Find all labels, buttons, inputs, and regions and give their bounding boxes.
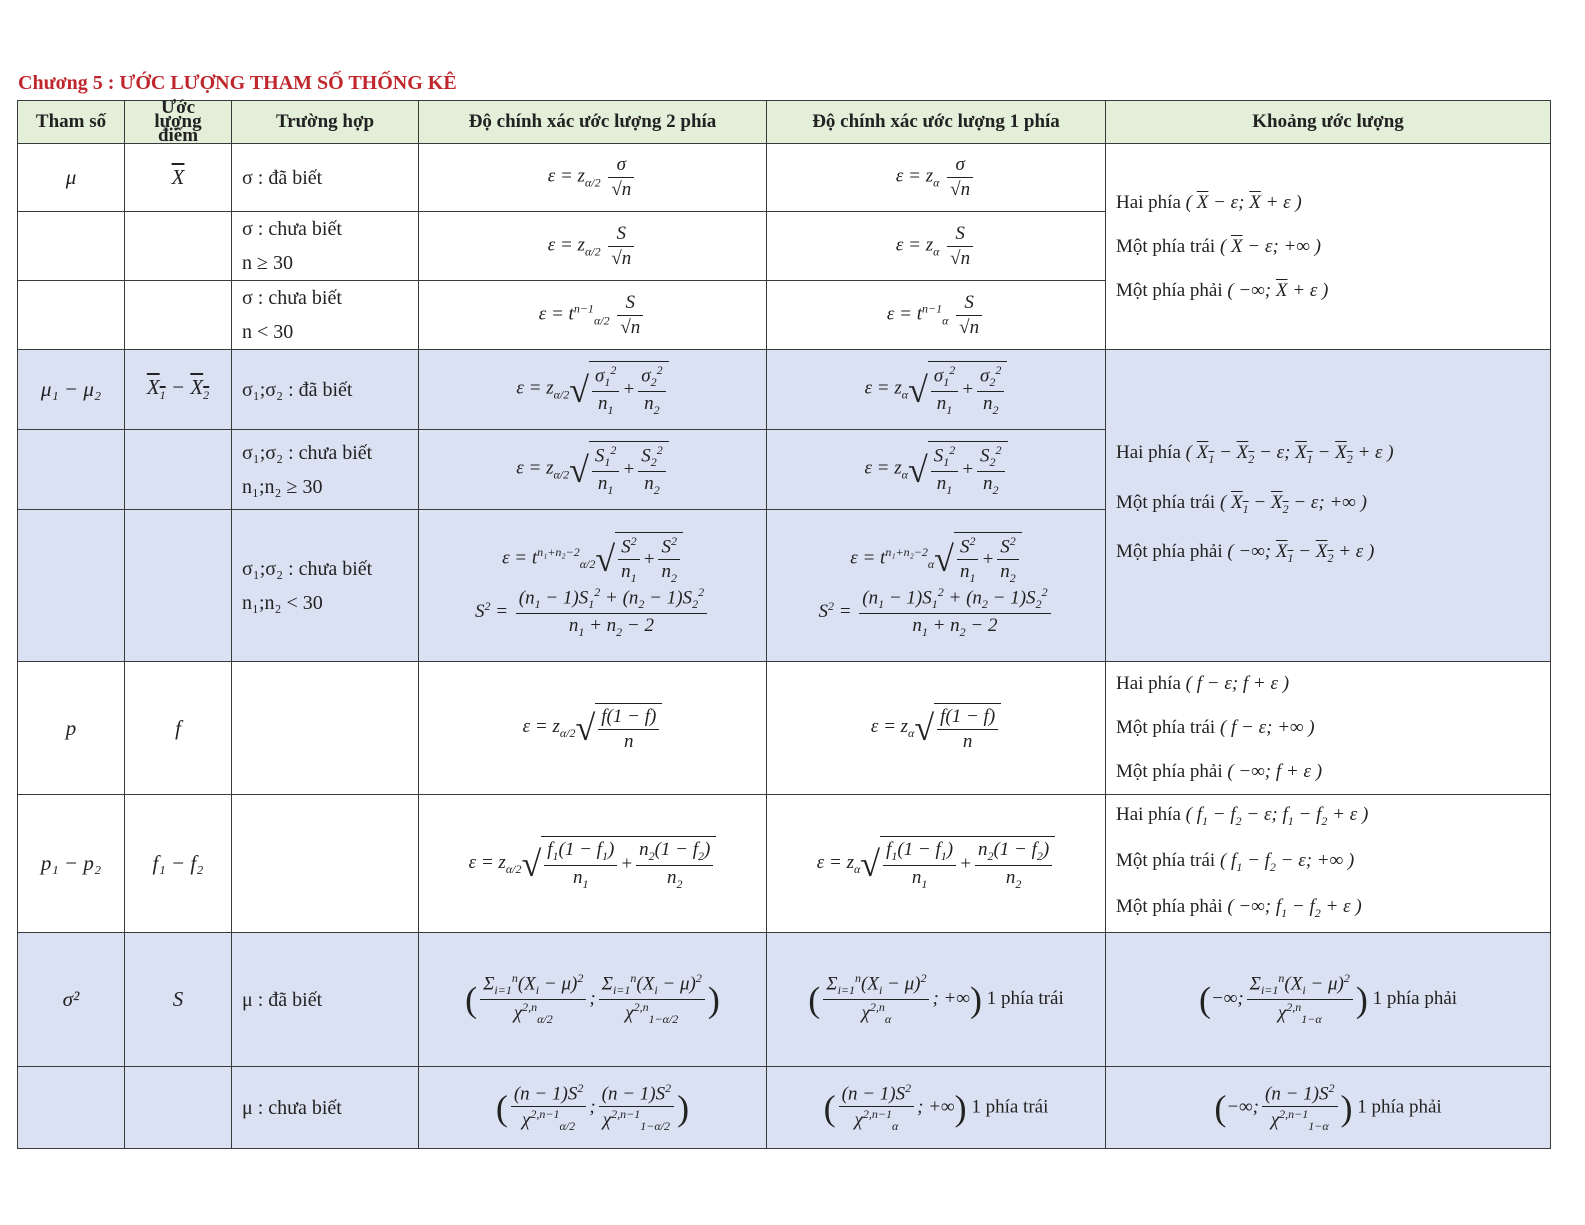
formula-mudiff-1side-2: $\varepsilon = z_\alpha√$ $\frac{S_1^2}{n_1}$ + $\frac{S_2^2}{n_2}$: [767, 430, 1106, 510]
table-row: [18, 144, 1551, 212]
case-sigma-unknown-large: σ : chưa biết n ≥ 30: [232, 212, 419, 281]
header-row: [18, 101, 1551, 144]
formula-mu-2side-3: $\varepsilon = t^{n-1}_{\alpha/2}$ $\frac{S}{√n}$: [419, 281, 767, 350]
estimator-xbar: $\overline{X}$: [125, 144, 232, 212]
formula-pdiff-1side: $\varepsilon = z_\alpha√$ $\frac{f_1(1 - f_1)}{n_1}$ + $\frac{n_2(1 - f_2)}{n_2}$: [767, 795, 1106, 933]
formula-var-1side-unknown: ( $\frac{(n - 1)S^2}{\chi^{2,n-1}_\alpha}$ ; +∞) 1 phía trái: [767, 1067, 1106, 1149]
interval-p: Hai phía ( f − ε; f + ε ) Một phía trái ( f − ε; +∞ ) Một phía phải ( −∞; f + ε ): [1106, 662, 1551, 795]
param-mu: μ: [18, 144, 125, 212]
formula-var-2side-known: ( $\frac{\Sigma_{i=1}^n(X_i - \mu)^2}{\chi^{2,n}_{\alpha/2}}$ ; $\frac{\Sigma_{i=1}^n(X_i - \mu)^2}{\chi^{2,n}_{1-\alpha/2}}$ ): [419, 933, 767, 1067]
formula-mu-1side-3: $\varepsilon = t^{n-1}_\alpha$ $\frac{S}{√n}$: [767, 281, 1106, 350]
formula-mu-2side-1: $\varepsilon = z_{\alpha/2}$ $\frac{\sigma}{√n}$: [419, 144, 767, 212]
table-row: [18, 662, 1551, 795]
estimator-s: S: [125, 933, 232, 1067]
interval-var-known: (−∞; $\frac{\Sigma_{i=1}^n(X_i - \mu)^2}{\chi^{2,n}_{1-\alpha}}$ ) 1 phía phải: [1106, 933, 1551, 1067]
header-interval: Khoảng ước lượng: [1106, 101, 1551, 144]
formula-var-1side-known: ( $\frac{\Sigma_{i=1}^n(X_i - \mu)^2}{\chi^{2,n}_\alpha}$ ; +∞) 1 phía trái: [767, 933, 1106, 1067]
formula-var-2side-unknown: ( $\frac{(n - 1)S^2}{\chi^{2,n-1}_{\alpha/2}}$ ; $\frac{(n - 1)S^2}{\chi^{2,n-1}_{1-\alpha/2}}$ ): [419, 1067, 767, 1149]
page-title: Chương 5 : ƯỚC LƯỢNG THAM SỐ THỐNG KÊ: [18, 72, 457, 94]
formula-mudiff-2side-2: $\varepsilon = z_{\alpha/2}√$ $\frac{S_1^2}{n_1}$ + $\frac{S_2^2}{n_2}$: [419, 430, 767, 510]
header-param: Tham số: [18, 101, 125, 144]
formula-mudiff-2side-3: $\varepsilon = t^{n_1+n_2-2}_{\alpha/2}√$ $\frac{S^2}{n_1}$ + $\frac{S^2}{n_2}$ $S^2$ = $\frac{(n_1 - 1)S_1^2 + (n_2 - 1)S_2^2}{n_1 + n_2 - 2}$: [419, 510, 767, 662]
header-two-sided: Độ chính xác ước lượng 2 phía: [419, 101, 767, 144]
header-one-sided: Độ chính xác ước lượng 1 phía: [767, 101, 1106, 144]
case-sigma-unknown-small: σ : chưa biết n < 30: [232, 281, 419, 350]
formula-p-2side: $\varepsilon = z_{\alpha/2}√$ $\frac{f(1 - f)}{n}$: [419, 662, 767, 795]
case-sigmas-known: σ₁;σ₂ : đã biết: [232, 350, 419, 430]
estimator-f-diff: f₁ − f₂: [125, 795, 232, 933]
table-row: [18, 933, 1551, 1067]
interval-var-unknown: (−∞; $\frac{(n - 1)S^2}{\chi^{2,n-1}_{1-\alpha}}$ ) 1 phía phải: [1106, 1067, 1551, 1149]
param-p: p: [18, 662, 125, 795]
case-sigmas-unknown-large: σ₁;σ₂ : chưa biết n₁;n₂ ≥ 30: [232, 430, 419, 510]
estimator-xbar-diff: $X_1 - X_2$: [125, 350, 232, 430]
formula-mu-1side-1: $\varepsilon = z_\alpha$ $\frac{\sigma}{√n}$: [767, 144, 1106, 212]
formula-pdiff-2side: $\varepsilon = z_{\alpha/2}√$ $\frac{f_1(1 - f_1)}{n_1}$ + $\frac{n_2(1 - f_2)}{n_2}$: [419, 795, 767, 933]
formula-mudiff-2side-1: $\varepsilon = z_{\alpha/2}√$ $\frac{\sigma_1^2}{n_1}$ + $\frac{\sigma_2^2}{n_2}$: [419, 350, 767, 430]
param-mu-diff: μ₁ − μ₂: [18, 350, 125, 430]
param-variance: σ²: [18, 933, 125, 1067]
formula-mu-1side-2: $\varepsilon = z_\alpha$ $\frac{S}{√n}$: [767, 212, 1106, 281]
interval-p-diff: Hai phía ( $f_1 - f_2 - \varepsilon$; $f_1 - f_2 + \varepsilon$ ) Một phía trái ( $f_1 - f_2 - \varepsilon$; +∞ ) Một phía phải ( −∞; $f_1 - f_2 + \varepsilon$ ): [1106, 795, 1551, 933]
case-sigma-known: σ : đã biết: [232, 144, 419, 212]
formula-mudiff-1side-1: $\varepsilon = z_\alpha√$ $\frac{\sigma_1^2}{n_1}$ + $\frac{\sigma_2^2}{n_2}$: [767, 350, 1106, 430]
header-case: Trường hợp: [232, 101, 419, 144]
estimator-f: f: [125, 662, 232, 795]
interval-mu: Hai phía ( $\overline{X} - \varepsilon$; $\overline{X} + \varepsilon$ ) Một phía trái ( $\overline{X} - \varepsilon$; +∞ ) Một phía phải ( −∞; $\overline{X} + \varepsilon$ ): [1106, 144, 1551, 350]
case-sigmas-unknown-small: σ₁;σ₂ : chưa biết n₁;n₂ < 30: [232, 510, 419, 662]
header-estimator: Ước lượng điểm: [125, 101, 232, 144]
case-mu-known: μ : đã biết: [232, 933, 419, 1067]
case-mu-unknown: μ : chưa biết: [232, 1067, 419, 1149]
estimation-table: [17, 97, 1551, 1149]
table-row: [18, 350, 1551, 430]
formula-p-1side: $\varepsilon = z_\alpha√$ $\frac{f(1 - f)}{n}$: [767, 662, 1106, 795]
formula-mu-2side-2: $\varepsilon = z_{\alpha/2}$ $\frac{S}{√n}$: [419, 212, 767, 281]
table-row: [18, 795, 1551, 933]
param-p-diff: p₁ − p₂: [18, 795, 125, 933]
formula-mudiff-1side-3: $\varepsilon = t^{n_1+n_2-2}_\alpha√$ $\frac{S^2}{n_1}$ + $\frac{S^2}{n_2}$ $S^2$ = $\frac{(n_1 - 1)S_1^2 + (n_2 - 1)S_2^2}{n_1 + n_2 - 2}$: [767, 510, 1106, 662]
interval-mu-diff: Hai phía ( $X_1 - X_2 - \varepsilon$; $X_1 - X_2 + \varepsilon$ ) Một phía trái ( $X_1 - X_2 - \varepsilon$; +∞ ) Một phía phải ( −∞; $X_1 - X_2 + \varepsilon$ ): [1106, 350, 1551, 662]
table-row: [18, 1067, 1551, 1149]
